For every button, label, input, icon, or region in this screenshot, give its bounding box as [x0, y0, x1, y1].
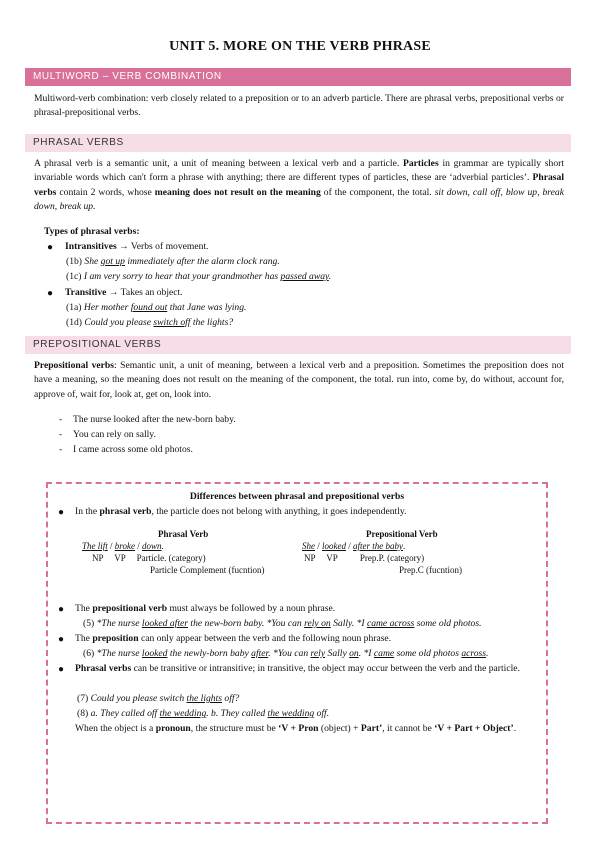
bullet-icon: ● — [58, 507, 65, 518]
prep-example-2: - You can rely on sally. — [59, 429, 156, 440]
example-7: (7) Could you please switch the lights off? — [77, 693, 240, 704]
section-header-phrasal: PHRASAL VERBS — [25, 134, 571, 152]
box-point-2: The prepositional verb must always be followed by a noun phrase. — [75, 603, 336, 614]
example-1c: (1c) I am very sorry to hear that your grandmother has passed away. — [66, 271, 332, 282]
prepositional-verb-functions: Prep.C (fucntion) — [399, 565, 462, 575]
section-header-multiword: MULTIWORD – VERB COMBINATION — [25, 68, 571, 86]
pronoun-rule: When the object is a pronoun, the structure must be ‘V + Pron (object) + Part’, it cannot be ‘V + Part + Object’. — [75, 723, 517, 734]
prepositional-verb-categories: NP VP Prep.P. (category) — [304, 553, 425, 563]
example-8: (8) a. They called off the wedding. b. They called the wedding off. — [77, 708, 330, 719]
bullet-icon: ● — [47, 288, 54, 299]
prepositional-verb-example: She / looked / after the baby. — [302, 541, 406, 551]
example-1d: (1d) Could you please switch off the lights? — [66, 317, 234, 328]
prepositional-verb-column-head: Prepositional Verb — [366, 529, 438, 539]
phrasal-verb-categories: NP VP Particle. (category) — [92, 553, 206, 563]
bullet-icon: ● — [58, 664, 65, 675]
example-1b: (1b) She got up immediately after the alarm clock rang. — [66, 256, 280, 267]
prep-example-3: - I came across some old photos. — [59, 444, 193, 455]
bullet-icon: ● — [58, 634, 65, 645]
types-heading: Types of phrasal verbs: — [44, 226, 140, 237]
page-title: UNIT 5. MORE ON THE VERB PHRASE — [169, 39, 431, 54]
box-point-3: The preposition can only appear between the verb and the following noun phrase. — [75, 633, 392, 644]
phrasal-verb-functions: Particle Complement (fucntion) — [150, 565, 265, 575]
box-point-1: In the phrasal verb, the particle does not belong with anything, it goes independently. — [75, 506, 407, 517]
bullet-icon: ● — [47, 242, 54, 253]
differences-box — [46, 482, 548, 824]
prepositional-paragraph: Prepositional verbs: Semantic unit, a unit of meaning, between a lexical verb and a preposition. Sometimes the preposition does not have a meaning, so the meaning does not result on the meaning of the component, the total. run into, come by, do without, account for, approve of, wait for, look at, get on, look into. — [34, 360, 564, 400]
phrasal-verb-example: The lift / broke / down. — [82, 541, 164, 551]
bullet-icon: ● — [58, 604, 65, 615]
example-1a: (1a) Her mother found out that Jane was lying. — [66, 302, 247, 313]
section-header-prepositional: PREPOSITIONAL VERBS — [25, 336, 571, 354]
box-heading: Differences between phrasal and prepositional verbs — [189, 491, 405, 502]
box-point-4: Phrasal verbs can be transitive or intransitive; in transitive, the object may occur between the verb and the particle. — [75, 663, 520, 674]
example-6: (6) *The nurse looked the newly-born baby after. *You can rely Sally on. *I came some old photos across. — [83, 648, 489, 659]
phrasal-paragraph: A phrasal verb is a semantic unit, a unit of meaning between a lexical verb and a particle. Particles in grammar are typically short invariable words which can't form a phrase with anything; there are different types of particles, these are ‘adverbial particles’. Phrasal verbs contain 2 words, whose meaning does not result on the meaning of the component, the total. sit down, call off, blow up, break down, break up. — [34, 158, 564, 213]
phrasal-verb-column-head: Phrasal Verb — [158, 529, 209, 539]
multiword-paragraph: Multiword-verb combination: verb closely related to a preposition or to an adverb particle. There are phrasal verbs, prepositional verbs or phrasal-prepositional verbs. — [34, 93, 564, 119]
prep-example-1: - The nurse looked after the new-born baby. — [59, 414, 236, 425]
example-5: (5) *The nurse looked after the new-born baby. *You can rely on Sally. *I came across some old photos. — [83, 618, 482, 629]
